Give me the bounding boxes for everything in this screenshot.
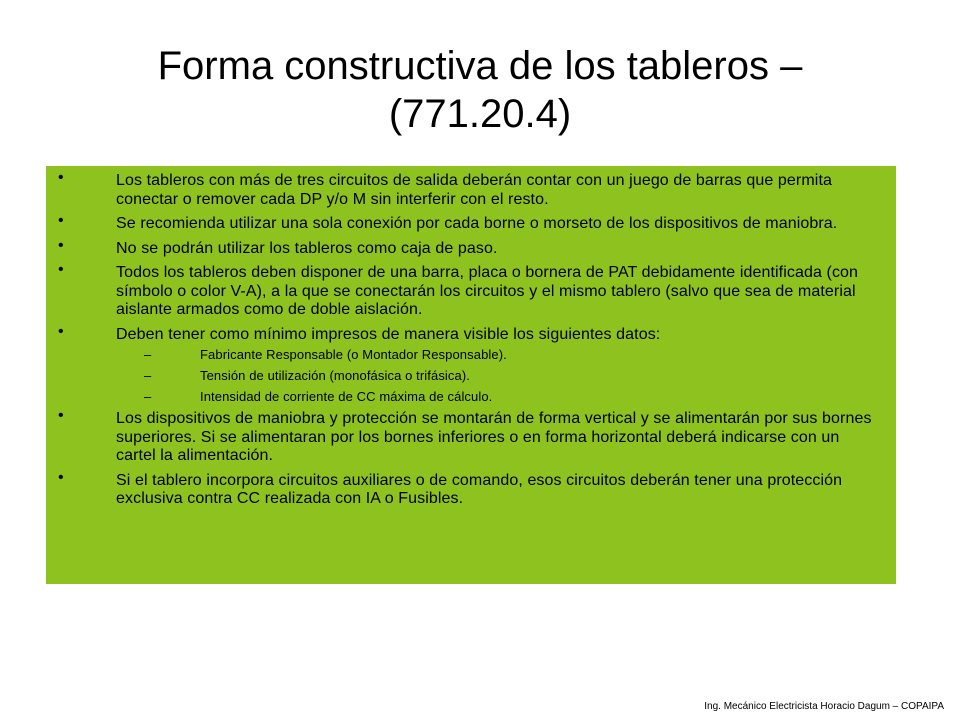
footer-credit: Ing. Mecánico Electricista Horacio Dagum – COPAIPA [704,701,944,712]
slide-title [60,42,900,138]
bullet-text: Si el tablero incorpora circuitos auxiliares o de comando, esos circuitos deberán tener una protección exclusiva contra CC realizada con IA o Fusibles. [116,471,843,507]
sub-bullet-item [144,389,882,404]
dash-icon: – [144,389,152,404]
bullet-item [58,261,882,320]
bullet-text: No se podrán utilizar los tableros como caja de paso. [116,239,498,257]
bullet-text: Todos los tableros deben disponer de una barra, placa o bornera de PAT debidamente identificada (con símbolo o color V-A), a la que se conectarán los circuitos y el mismo tablero (salvo que sea de material aislante armados como de doble aislación. [116,264,859,318]
dash-icon: – [144,368,152,383]
sub-bullet-item [144,368,882,383]
bullet-dot-icon: • [58,169,64,186]
bullet-item [58,322,882,405]
sub-bullet-list [116,347,882,404]
sub-bullet-text: Intensidad de corriente de CC máxima de cálculo. [200,389,493,404]
bullet-dot-icon: • [58,407,64,424]
slide-title-line-2: (771.20.4) [388,92,572,136]
bullet-item [58,236,882,259]
content-box [46,166,896,584]
dash-icon: – [144,347,152,362]
bullet-item [58,468,882,509]
slide-title-line-1: Forma constructiva de los tableros – [157,44,803,88]
bullet-item [58,407,882,466]
bullet-text: Se recomienda utilizar una sola conexión por cada borne o morseto de los dispositivos de maniobra. [116,215,838,232]
bullet-dot-icon: • [58,322,64,340]
bullet-text: Los tableros con más de tres circuitos de salida deberán contar con un juego de barras que permita conectar o remover cada DP y/o M sin interferir con el resto. [116,172,832,208]
sub-bullet-text: Tensión de utilización (monofásica o trifásica). [200,368,470,383]
bullet-dot-icon: • [58,212,64,229]
bullet-dot-icon: • [58,236,64,254]
sub-bullet-text: Fabricante Responsable (o Montador Responsable). [200,347,507,362]
bullet-item [58,212,882,234]
bullet-text: Los dispositivos de maniobra y protección se montarán de forma vertical y se alimentarán por sus bornes superiores. Si se alimentaran por los bornes inferiores o en forma horizontal deberá indicarse con un cartel la alimentación. [116,410,872,464]
bullet-list [58,169,882,509]
bullet-item [58,169,882,209]
bullet-dot-icon: • [58,261,64,278]
bullet-text: Deben tener como mínimo impresos de manera visible los siguientes datos: [116,325,661,343]
bullet-dot-icon: • [58,468,64,486]
sub-bullet-item [144,347,882,362]
